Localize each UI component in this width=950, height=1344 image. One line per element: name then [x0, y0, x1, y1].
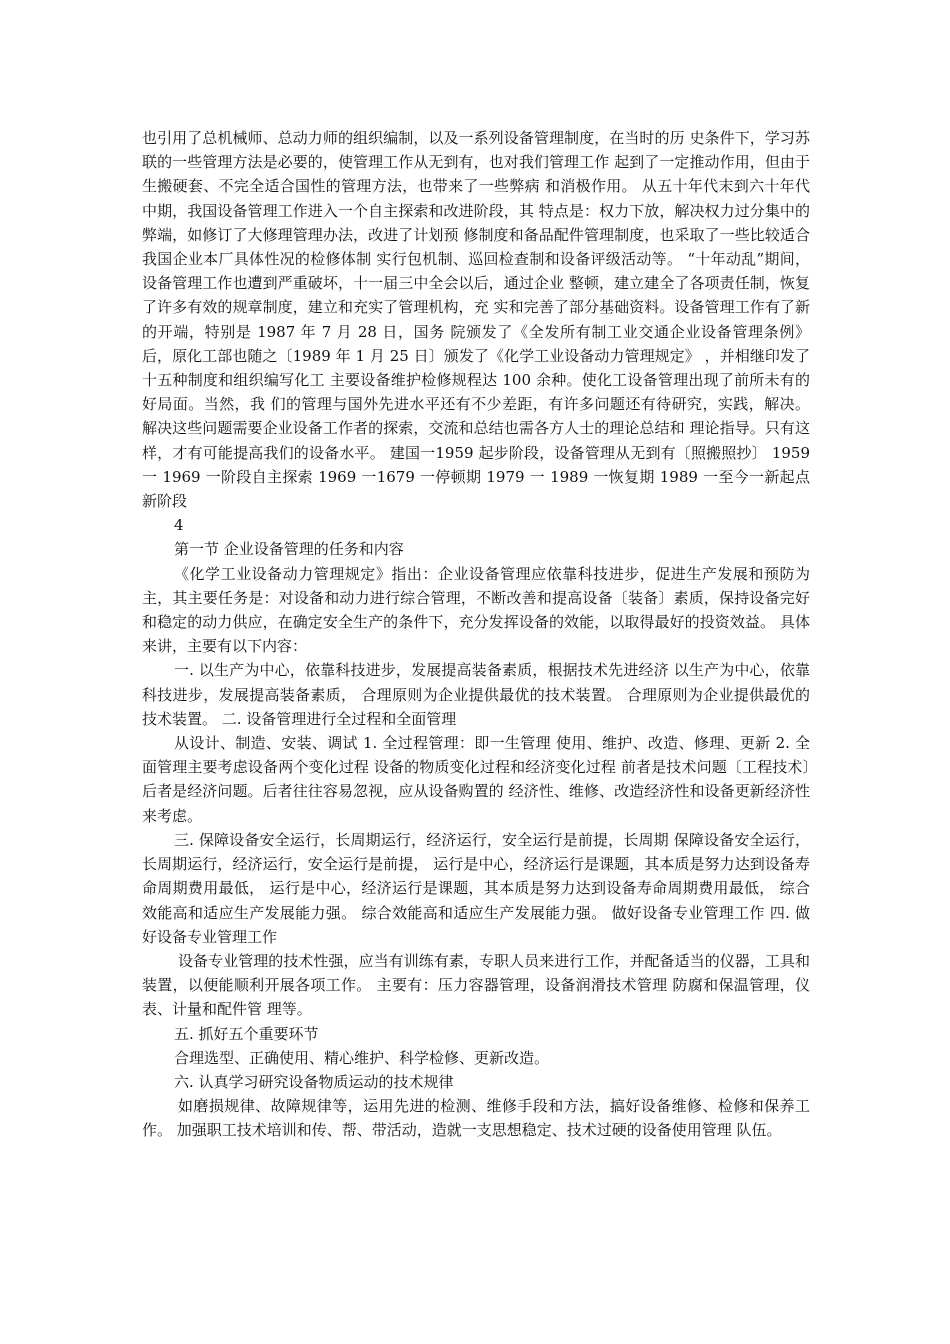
item-3-paragraph: 三. 保障设备安全运行，长周期运行，经济运行，安全运行是前提，长周期 保障设备安全运行，长周期运行，经济运行，安全运行是前提， 运行是中心，经济运行是课题，其本质是努力达到设备寿命周期费用最低， 运行是中心，经济运行是课题，其本质是努力达到设备寿命周期费用最低， 综合效能高和适应生产发展能力强。 综合效能高和适应生产发展能力强。 做好设备专业管理工作 四. 做好设备专业管理工作: [142, 830, 810, 946]
item-5-detail: 合理选型、正确使用、精心维护、科学检修、更新改造。: [174, 1048, 550, 1067]
item-1-paragraph: 一. 以生产为中心，依靠科技进步，发展提高装备素质，根据技术先进经济 以生产为中心，依靠科技进步，发展提高装备素质， 合理原则为企业提供最优的技术装置。 合理原则为企业提供最优的技术装置。 二. 设备管理进行全过程和全面管理: [142, 661, 810, 728]
intro-paragraph: 也引用了总机械师、总动力师的组织编制，以及一系列设备管理制度，在当时的历 史条件下，学习苏联的一些管理方法是必要的，使管理工作从无到有，也对我们管理工作 起到了一定推动作用，但由于生搬硬套、不完全适合国性的管理方法，也带来了一些弊病 和消极作用。 从五十年代末到六十年代中期，我国设备管理工作进入一个自主探索和改进阶段，其 特点是：权力下放，解决权力过分集中的弊端，如修订了大修理管理办法，改进了计划预 修制度和备品配件管理制度，也采取了一些比较适合我国企业本厂具体性况的检修体制 实行包机制、巡回检查制和设备评级活动等。 “十年动乱”期间，设备管理工作也遭到严重破坏，十一届三中全会以后，通过企业 整顿，建立建全了各项责任制，恢复了许多有效的规章制度，建立和充实了管理机构，充 实和完善了部分基础资料。设备管理工作有了新的开端，特别是 1987 年 7 月 28 日，国务 院颁发了《全发所有制工业交通企业设备管理条例》后，原化工部也随之〔1989 年 1 月 25 日〕颁发了《化学工业设备动力管理规定》 ，并相继印发了十五种制度和组织编写化工 主要设备维护检修规程达 100 余种。使化工设备管理出现了前所未有的好局面。当然，我 们的管理与国外先进水平还有不少差距，有许多问题还有待研究，实践，解决。 解决这些问题需要企业设备工作者的探索，交流和总结也需各方人士的理论总结和 理论指导。只有这样，才有可能提高我们的设备水平。 建国一1959 起步阶段，设备管理从无到有〔照搬照抄〕 1959 一 1969 一阶段自主探索 1969 一1679 一停顿期 1979 一 1989 一恢复期 1989 一至今一新起点新阶段: [142, 129, 810, 511]
item-6-title: 六. 认真学习研究设备物质运动的技术规律: [174, 1072, 454, 1091]
item-2-detail-paragraph: 从设计、制造、安装、调试 1. 全过程管理：即一生管理 使用、维护、改造、修理、更新 2. 全面管理主要考虑设备两个变化过程 设备的物质变化过程和经济变化过程 前者是技术问题〔工程技术〕后者是经济问题。后者往往容易忽视，应从设备购置的 经济性、维修、改造经济性和设备更新经济性来考虑。: [142, 734, 810, 825]
section-title: 第一节 企业设备管理的任务和内容: [174, 540, 404, 559]
section-intro-paragraph: 《化学工业设备动力管理规定》指出：企业设备管理应依靠科技进步，促进生产发展和预防为主，其主要任务是：对设备和动力进行综合管理，不断改善和提高设备〔装备〕素质，保持设备完好和稳定的动力供应，在确定安全生产的条件下，充分发挥设备的效能，以取得最好的投资效益。 具体来讲，主要有以下内容：: [142, 564, 810, 656]
item-4-detail-paragraph: 设备专业管理的技术性强，应当有训练有素，专职人员来进行工作，并配备适当的仪器，工具和装置，以便能顺利开展各项工作。 主要有：压力容器管理，设备润滑技术管理 防腐和保温管理，仪表、计量和配件管 理等。: [142, 951, 810, 1019]
page-number: 4: [174, 516, 184, 535]
document-page: [142, 126, 810, 1143]
item-6-detail-paragraph: 如磨损规律、故障规律等，运用先进的检测、维修手段和方法，搞好设备维修、检修和保养工作。 加强职工技术培训和传、帮、带活动，造就一支思想稳定、技术过硬的设备使用管理 队伍。: [142, 1097, 810, 1140]
item-5-title: 五. 抓好五个重要环节: [174, 1024, 319, 1043]
